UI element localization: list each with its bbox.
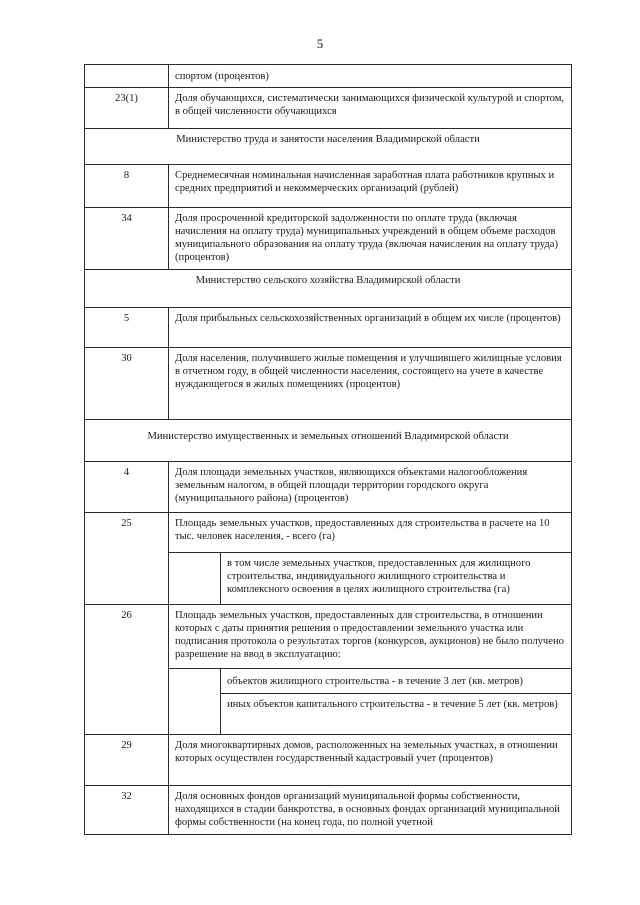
row-text: Доля многоквартирных домов, расположенных на земельных участках, в отношении которых осуществлен государственный кадастровый учет (процентов): [169, 735, 572, 786]
table-row: [85, 786, 572, 835]
row-text: Доля населения, получившего жилые помещения и улучшившего жилищные условия в отчетном году, в общей численности населения, состоящего на учете в качестве нуждающегося в жилых помещениях (процентов): [169, 348, 572, 420]
row-text: Доля прибыльных сельскохозяйственных организаций в общем их числе (процентов): [169, 308, 572, 348]
row-number: 26: [85, 605, 169, 735]
table-row: [85, 462, 572, 513]
section-header-row: [85, 270, 572, 308]
row-number: 29: [85, 735, 169, 786]
empty-cell: [169, 553, 221, 605]
indicators-table: [84, 64, 572, 835]
row-number: 5: [85, 308, 169, 348]
section-header: Министерство имущественных и земельных отношений Владимирской области: [85, 420, 572, 462]
table-row: [85, 735, 572, 786]
row-subtext: в том числе земельных участков, предоставленных для жилищного строительства, индивидуального жилищного строительства и комплексного освоения в целях жилищного строительства (га): [221, 553, 572, 605]
empty-cell: [169, 669, 221, 735]
row-number: 30: [85, 348, 169, 420]
table-row: [85, 65, 572, 88]
row-text: Доля площади земельных участков, являющихся объектами налогообложения земельным налогом, в общей площади территории городского округа (муниципального района) (процентов): [169, 462, 572, 513]
row-text: Площадь земельных участков, предоставленных для строительства в расчете на 10 тыс. человек населения, - всего (га): [169, 513, 572, 553]
table-row: [85, 605, 572, 669]
row-number: 32: [85, 786, 169, 835]
row-text: Площадь земельных участков, предоставленных для строительства, в отношении которых с даты принятия решения о предоставлении земельного участка или подписания протокола о результатах торгов (конкурсов, аукционов) не было получено разрешение на ввод в эксплуатацию:: [169, 605, 572, 669]
row-text: Доля основных фондов организаций муниципальной формы собственности, находящихся в стадии банкротства, в основных фондах организаций муниципальной формы собственности (на конец года, по полной учетной: [169, 786, 572, 835]
table-row: [85, 348, 572, 420]
section-header-row: [85, 129, 572, 165]
section-header: Министерство сельского хозяйства Владимирской области: [85, 270, 572, 308]
row-subtext: иных объектов капитального строительства - в течение 5 лет (кв. метров): [221, 694, 572, 735]
row-number: 4: [85, 462, 169, 513]
row-text: Доля обучающихся, систематически занимающихся физической культурой и спортом, в общей численности обучающихся: [169, 88, 572, 129]
row-text: спортом (процентов): [169, 65, 572, 88]
page-number: 5: [316, 36, 324, 51]
row-number: 34: [85, 208, 169, 270]
row-number: 8: [85, 165, 169, 208]
table-row: [85, 308, 572, 348]
table-row: [85, 165, 572, 208]
section-header-row: [85, 420, 572, 462]
row-number: [85, 65, 169, 88]
row-text: Среднемесячная номинальная начисленная заработная плата работников крупных и средних предприятий и некоммерческих организаций (рублей): [169, 165, 572, 208]
table-row: [85, 88, 572, 129]
row-text: Доля просроченной кредиторской задолженности по оплате труда (включая начисления на оплату труда) муниципальных учреждений в общем объеме расходов муниципального образования на оплату труда (включая начисления на оплату труда) (процентов): [169, 208, 572, 270]
table-row: [85, 208, 572, 270]
row-number: 25: [85, 513, 169, 605]
row-subtext: объектов жилищного строительства - в течение 3 лет (кв. метров): [221, 669, 572, 694]
row-number: 23(1): [85, 88, 169, 129]
table-row: [85, 513, 572, 553]
section-header: Министерство труда и занятости населения Владимирской области: [85, 129, 572, 165]
